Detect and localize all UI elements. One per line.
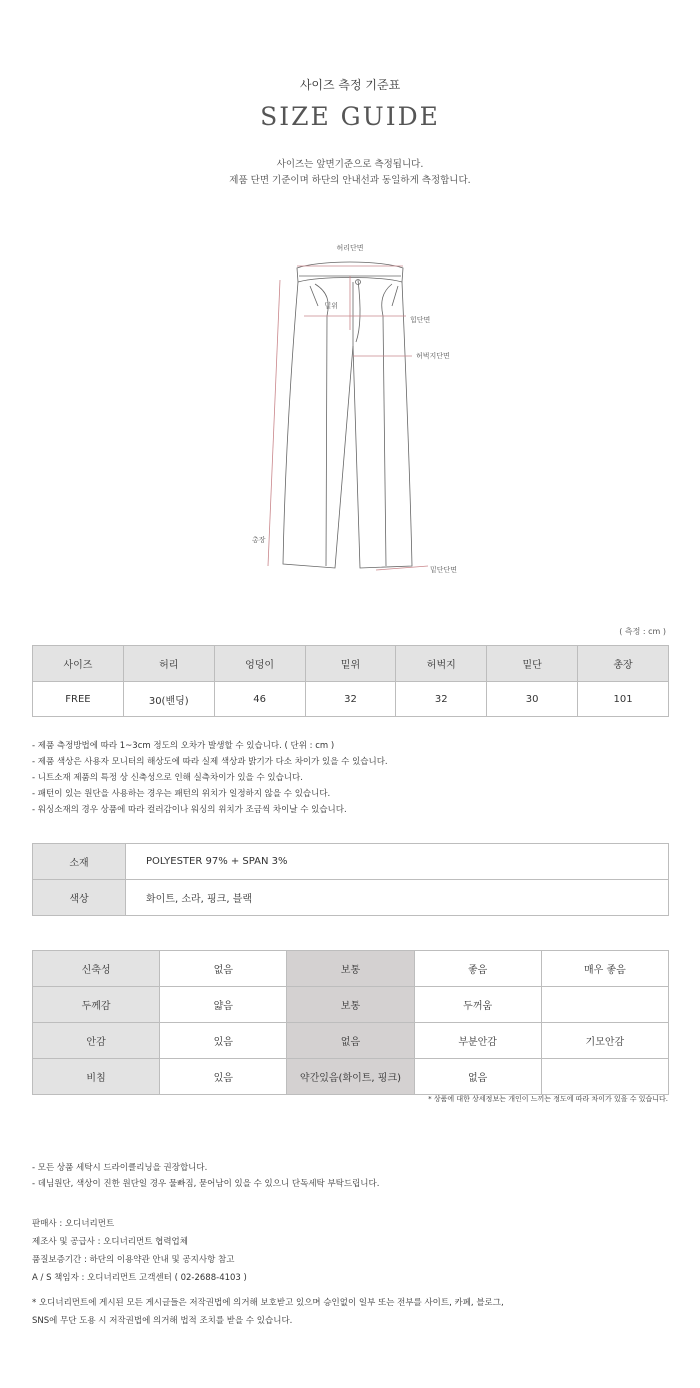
page-title-english: SIZE GUIDE — [260, 102, 440, 131]
seller-line: 판매사 : 오디너리먼트 — [32, 1219, 115, 1229]
table-row — [33, 880, 669, 916]
pants-outline — [283, 262, 412, 568]
feel-label-lining: 안감 — [33, 1023, 160, 1059]
feel-label-sheerness: 비침 — [33, 1059, 160, 1095]
seller-info — [32, 1215, 247, 1287]
note-line: - 니트소재 제품의 특정 상 신축성으로 인해 실측차이가 있을 수 있습니다. — [32, 773, 303, 783]
label-hip: 힙단면 — [410, 316, 431, 324]
note-line: - 제품 색상은 사용자 모니터의 해상도에 따라 실제 색상과 밝기가 다소 차이가 있을 수 있습니다. — [32, 757, 388, 767]
feel-option: 좋음 — [414, 951, 541, 987]
page-title-korean: 사이즈 측정 기준표 — [299, 78, 401, 92]
feel-option: 없음 — [414, 1059, 541, 1095]
pants-measurement-diagram — [240, 236, 470, 586]
note-line: - 패턴이 있는 원단을 사용하는 경우는 패턴의 위치가 일정하지 않을 수 있습니다. — [32, 789, 331, 799]
feel-option: 두꺼움 — [414, 987, 541, 1023]
product-feel-table — [32, 950, 669, 1095]
size-table-header-row — [33, 646, 669, 682]
cell-waist: 30(밴딩) — [123, 682, 214, 717]
header-rise: 밑위 — [305, 646, 396, 682]
label-rise: 밑위 — [324, 302, 338, 310]
material-value: POLYESTER 97% + SPAN 3% — [126, 844, 669, 880]
feel-label-thickness: 두께감 — [33, 987, 160, 1023]
warranty-line: 품질보증기간 : 하단의 이용약관 안내 및 공지사항 참고 — [32, 1255, 235, 1265]
intro-line-1: 사이즈는 앞면기준으로 측정됩니다. — [276, 159, 424, 170]
note-line: - 모든 상품 세탁시 드라이클리닝을 권장합니다. — [32, 1163, 208, 1173]
size-table — [32, 645, 669, 717]
feel-option — [541, 1059, 668, 1095]
feel-option — [541, 987, 668, 1023]
feel-option: 부분안감 — [414, 1023, 541, 1059]
header-thigh: 허벅지 — [396, 646, 487, 682]
label-thigh: 허벅지단면 — [416, 352, 450, 360]
feel-option: 얇음 — [160, 987, 287, 1023]
feel-option: 있음 — [160, 1059, 287, 1095]
header-size: 사이즈 — [33, 646, 124, 682]
cell-rise: 32 — [305, 682, 396, 717]
cell-length: 101 — [578, 682, 669, 717]
header-hip: 엉덩이 — [214, 646, 305, 682]
cell-size: FREE — [33, 682, 124, 717]
measurement-guides — [268, 266, 428, 570]
feel-option: 있음 — [160, 1023, 287, 1059]
note-line: - 제품 측정방법에 따라 1~3cm 정도의 오차가 발생할 수 있습니다. ( 단위 : cm ) — [32, 741, 335, 751]
copyright-line: SNS에 무단 도용 시 저작권법에 의거해 법적 조치를 받을 수 있습니다. — [32, 1316, 293, 1326]
feel-table-note: * 상품에 대한 상세정보는 개인이 느끼는 정도에 따라 차이가 있을 수 있습니다. — [428, 1095, 668, 1103]
table-row — [33, 987, 669, 1023]
material-label: 소재 — [33, 844, 126, 880]
table-row — [33, 844, 669, 880]
unit-note: ( 측정 : cm ) — [619, 627, 666, 636]
feel-option: 매우 좋음 — [541, 951, 668, 987]
label-length: 총장 — [252, 536, 266, 544]
cell-hem: 30 — [487, 682, 578, 717]
manufacturer-line: 제조사 및 공급사 : 오디너리먼트 협력업체 — [32, 1237, 188, 1247]
color-label: 색상 — [33, 880, 126, 916]
label-hem: 밑단단면 — [430, 566, 458, 574]
table-row — [33, 1023, 669, 1059]
header-waist: 허리 — [123, 646, 214, 682]
table-row — [33, 682, 669, 717]
feel-option-selected: 약간있음(화이트, 핑크) — [287, 1059, 414, 1095]
color-value: 화이트, 소라, 핑크, 블랙 — [126, 880, 669, 916]
cell-thigh: 32 — [396, 682, 487, 717]
as-contact-line: A / S 책임자 : 오디너리먼트 고객센터 ( 02-2688-4103 ) — [32, 1273, 247, 1283]
feel-option-selected: 보통 — [287, 951, 414, 987]
feel-option: 기모안감 — [541, 1023, 668, 1059]
material-table — [32, 843, 669, 916]
table-row — [33, 951, 669, 987]
note-line: - 데님원단, 색상이 진한 원단일 경우 물빠짐, 묻어남이 있을 수 있으니 단독세탁 부탁드립니다. — [32, 1179, 380, 1189]
note-line: - 워싱소재의 경우 상품에 따라 컬러감이나 워싱의 위치가 조금씩 차이날 수 있습니다. — [32, 805, 347, 815]
feel-option: 없음 — [160, 951, 287, 987]
measurement-notes — [32, 738, 388, 818]
copyright-notice — [32, 1294, 504, 1330]
feel-label-stretch: 신축성 — [33, 951, 160, 987]
feel-option-selected: 없음 — [287, 1023, 414, 1059]
copyright-line: * 오디너리먼트에 게시된 모든 게시글들은 저작권법에 의거해 보호받고 있으며 승인없이 일부 또는 전부를 사이트, 카페, 블로그, — [32, 1298, 504, 1308]
label-waist: 허리단면 — [336, 244, 364, 252]
care-notes — [32, 1160, 379, 1192]
cell-hip: 46 — [214, 682, 305, 717]
header-length: 총장 — [578, 646, 669, 682]
intro-line-2: 제품 단면 기준이며 하단의 안내선과 동일하게 측정합니다. — [229, 175, 471, 186]
feel-option-selected: 보통 — [287, 987, 414, 1023]
table-row — [33, 1059, 669, 1095]
header-hem: 밑단 — [487, 646, 578, 682]
